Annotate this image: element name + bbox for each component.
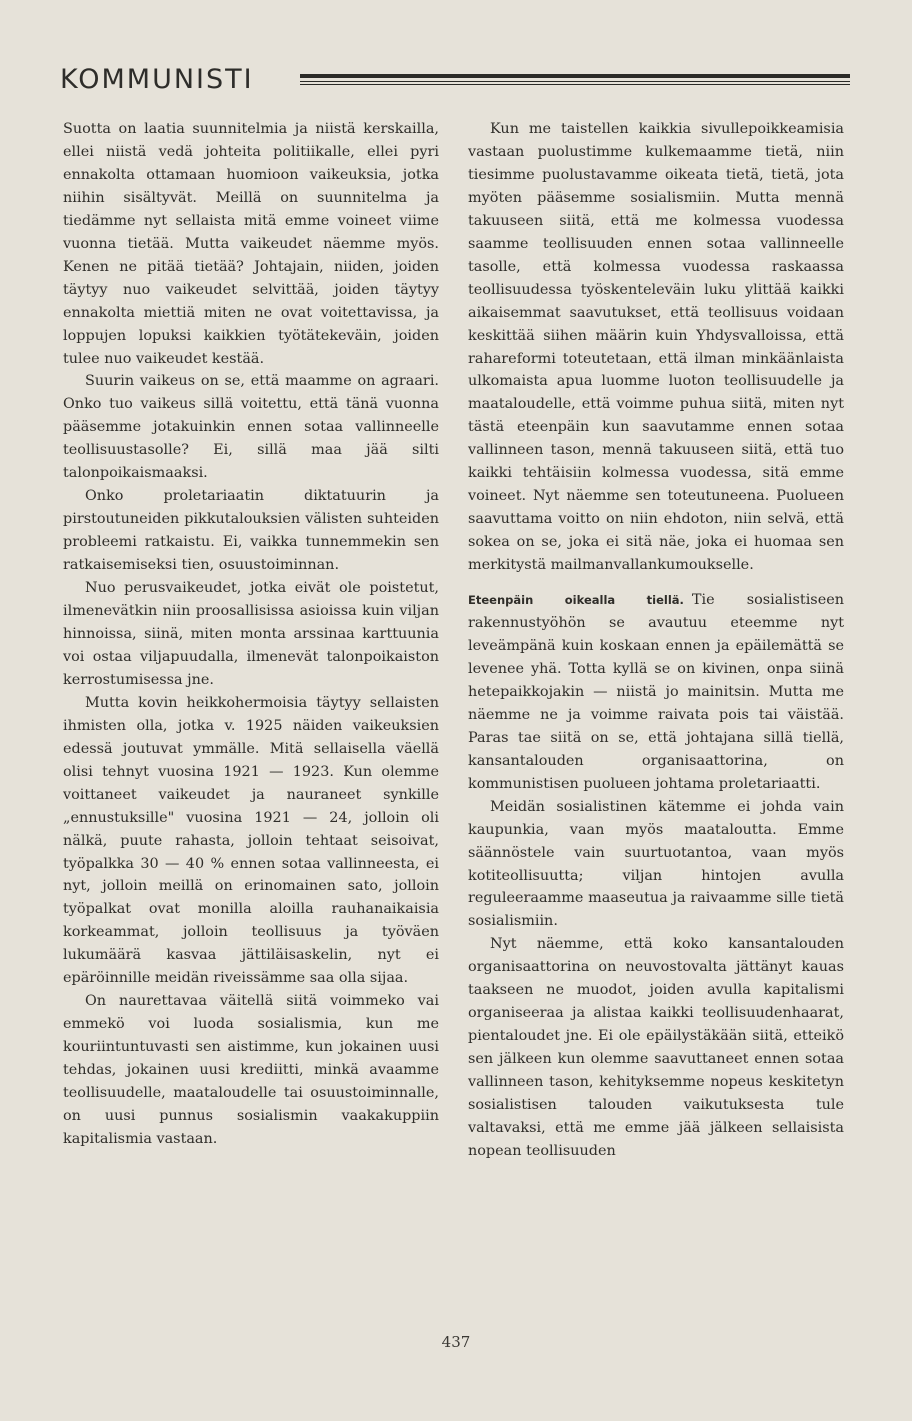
section-subheading: Eteenpäin oikealla tiellä. — [468, 593, 684, 608]
paragraph: Meidän sosialistinen kätemme ei johda vain kaupunkia, vaan myös maataloutta. Emme säännöstele vain suurtuotantoa, vaan myös kotiteollisuutta; viljan hintojen avulla reguleeraamme maaseutua ja raivaamme sille tietä sosialismiin. — [468, 798, 844, 930]
paragraph — [468, 589, 844, 796]
right-column — [468, 118, 844, 1163]
header-rule — [300, 84, 850, 85]
left-column — [63, 118, 439, 1151]
paragraph: Suotta on laatia suunnitelmia ja niistä kerskailla, ellei niistä vedä johteita politiikalle, ellei pyri ennakolta ottamaan huomioon vaikeuksia, jotka niihin sisältyvät. Meillä on suunnitelma ja tiedämme nyt sellaista mitä emme voineet viime vuonna tietää. Mutta vaikeudet näemme myös. Kenen ne pitää tietää? Johtajain, niiden, joiden täytyy nuo vaikeudet selvittää, joiden täytyy ennakolta miettiä miten ne ovat voitettavissa, ja loppujen lopuksi kaikkien työtätekeväin, joiden tulee nuo vaikeudet kestää. — [63, 121, 439, 367]
page-number: 437 — [441, 1333, 471, 1351]
paragraph-text: Tie sosialistiseen rakennustyöhön se avautuu eteemme nyt leveämpänä kuin koskaan ennen ja epäilemättä se levenee yhä. Totta kyllä se on kivinen, onpa siinä hetepaikkojakin — niistä jo mainitsin. Mutta me näemme ne ja voimme raivata pois tai väistää. Paras tae siitä on se, että johtajana sillä tiellä, kansantalouden organisaattorina, on kommunistisen puolueen johtama proletariaatti. — [468, 592, 844, 792]
paragraph: Nuo perusvaikeudet, jotka eivät ole poistetut, ilmenevätkin niin proosallisissa asioissa kuin viljan hinnoissa, siinä, miten monta arssinaa karttuunia voi ostaa viljapuudalla, ilmenevät talonpoikaiston kerrostumisessa jne. — [63, 580, 439, 688]
paragraph: Kun me taistellen kaikkia sivullepoikkeamisia vastaan puolustimme kulkemaamme tietä, niin tiesimme puolustavamme oikeata tietä, tietä, jota myöten pääsemme sosialismiin. Mutta mennä takuuseen siitä, että me kolmessa vuodessa saamme teollisuuden ennen sotaa vallinneelle tasolle, että kolmessa vuodessa raskaassa teollisuudessa työskenteleväin luku ylittää kaikki aikaisemmat saavutukset, että teollisuus voidaan keskittää siihen määrin kuin Yhdysvalloissa, että rahareformi toteutetaan, että ilman minkäänlaista ulkomaista apua luomme luoton teollisuudelle ja maataloudelle, että voimme puhua siitä, miten nyt tästä eteenpäin kun saavutamme ennen sotaa vallinneen tason, mennä takuuseen siitä, että tuo kaikki tehtäisiin kolmessa vuodessa, sitä emme voineet. Nyt näemme sen toteutuneena. Puolueen saavuttama voitto on niin ehdoton, niin selvä, että sokea on se, joka ei sitä näe, joka ei huomaa sen merkitystä mailmanvallankumoukselle. — [468, 121, 844, 574]
journal-title: KOMMUNISTI — [60, 64, 254, 95]
paragraph: Mutta kovin heikkohermoisia täytyy sellaisten ihmisten olla, jotka v. 1925 näiden vaikeuksien edessä joutuvat ymmälle. Mitä sellaisella väellä olisi tehnyt vuosina 1921 — 1923. Kun olemme voittaneet vaikeudet ja nauraneet synkille „ennustuksille" vuosina 1921 — 24, jolloin oli nälkä, puute rahasta, jolloin tehtaat seisoivat, työpalkka 30 — 40 % ennen sotaa vallinneesta, ei nyt, jolloin meillä on erinomainen sato, jolloin työpalkat ovat monilla aloilla rauhanaikaisia korkeammat, jolloin teollisuus ja työväen lukumäärä kasvaa jättiläisaskelin, nyt ei epäröinnille meidän riveissämme saa olla sijaa. — [63, 694, 439, 987]
paragraph: On naurettavaa väitellä siitä voimmeko vai emmekö voi luoda sosialismia, kun me kouriintuntuvasti sen aistimme, kun jokainen uusi tehdas, jokainen uusi krediitti, minkä avaamme teollisuudelle, maataloudelle tai osuustoiminnalle, on uusi punnus sosialismin vaakakuppiin kapitalismia vastaan. — [63, 993, 439, 1147]
paragraph: Nyt näemme, että koko kansantalouden organisaattorina on neuvostovalta jättänyt kauas taakseen ne muodot, joiden avulla kapitalismi organiseeraa ja alistaa kaikki teollisuudenhaarat, pientaloudet jne. Ei ole epäilystäkään siitä, etteikö sen jälkeen kun olemme saavuttaneet ennen sotaa vallinneen tason, kehityksemme nopeus keskitetyn sosialistisen talouden vaikutuksesta tule valtavaksi, että me emme jää jälkeen sellaisista nopean teollisuuden — [468, 936, 844, 1159]
paragraph: Suurin vaikeus on se, että maamme on agraari. Onko tuo vaikeus sillä voitettu, että tänä vuonna pääsemme jotakuinkin ennen sotaa vallinneelle teollisuustasolle? Ei, sillä maa jää silti talonpoikaismaaksi. — [63, 373, 439, 482]
paragraph: Onko proletariaatin diktatuurin ja pirstoutuneiden pikkutalouksien välisten suhteiden probleemi ratkaistu. Ei, vaikka tunnemmekin sen ratkaisemiseksi tien, osuustoiminnan. — [63, 488, 439, 574]
page-header — [60, 60, 850, 100]
header-rule — [300, 81, 850, 82]
header-rule — [300, 74, 850, 78]
